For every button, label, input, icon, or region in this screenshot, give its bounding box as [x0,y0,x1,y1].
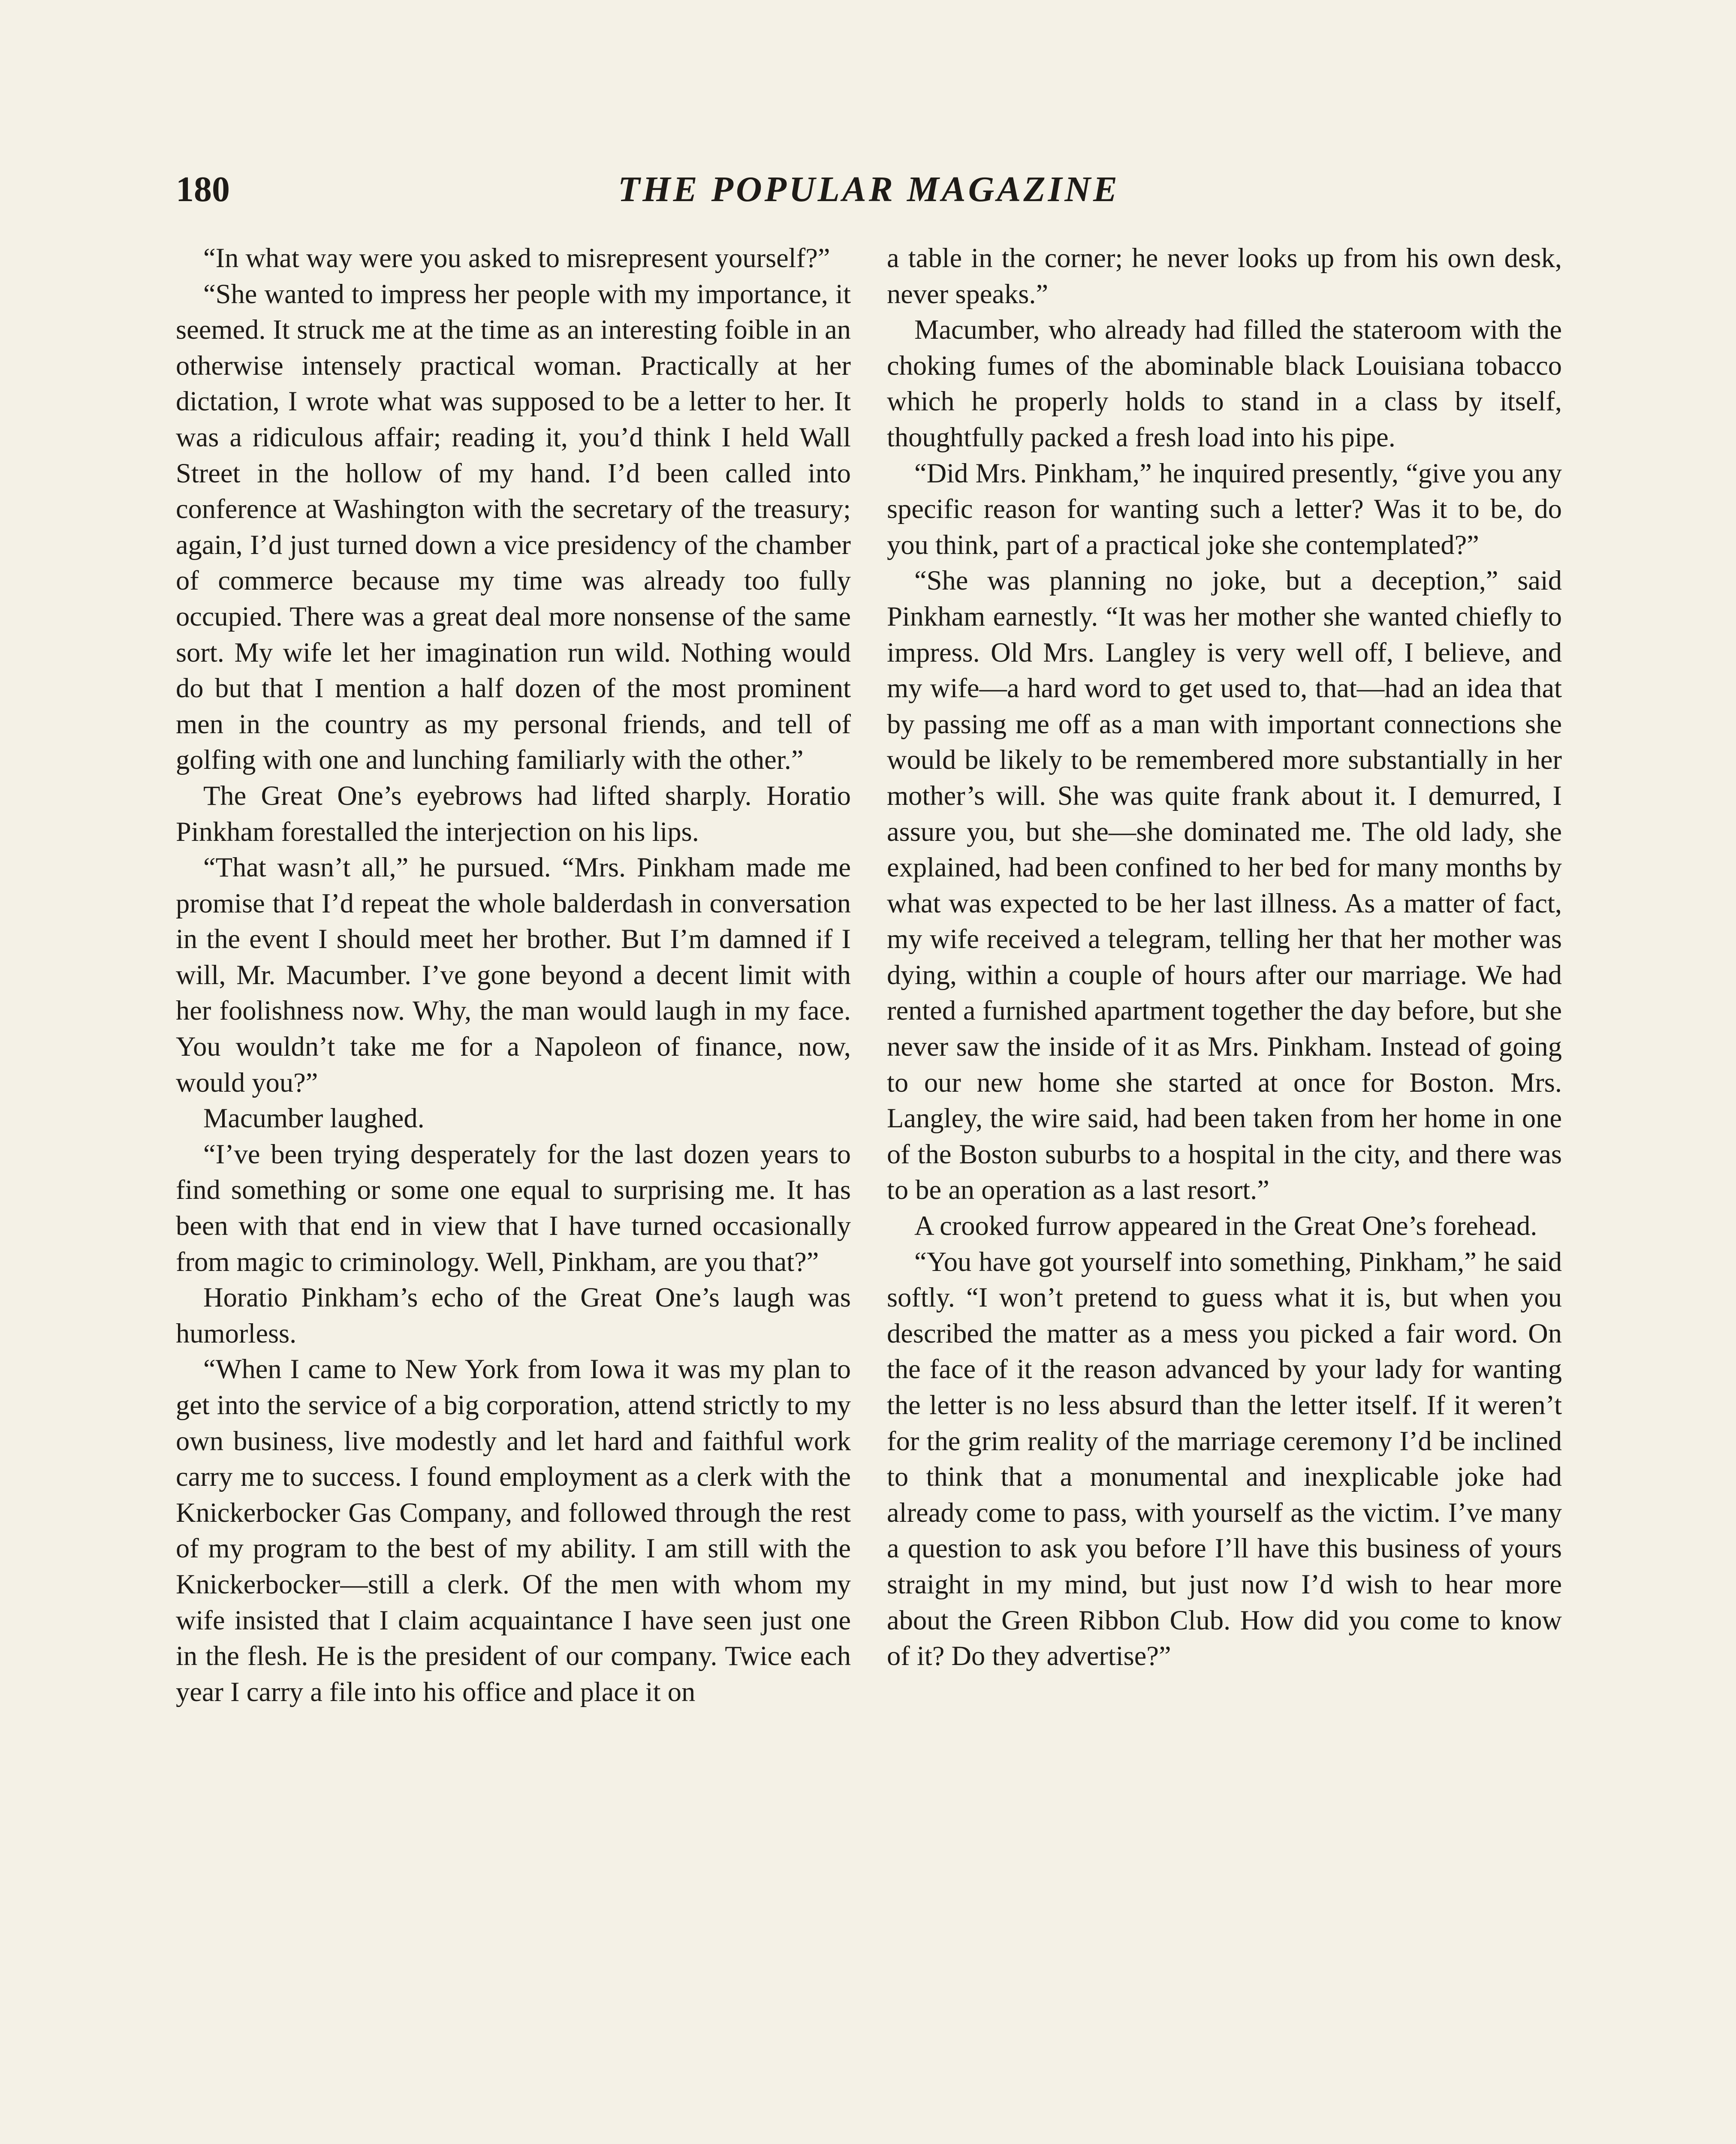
paragraph: “She was planning no joke, but a deception,” said Pinkham earnestly. “It was her mother she wanted chiefly to impress. Old Mrs. Langley is very well off, I believe, and my wife—a hard word to get used to, that—had an idea that by passing me off as a man with important connections she would be likely to be remembered more substantially in her mother’s will. She was quite frank about it. I demurred, I assure you, but she—she dominated me. The old lady, she explained, had been confined to her bed for many months by what was expected to be her last illness. As a matter of fact, my wife received a telegram, telling her that her mother was dying, within a couple of hours after our marriage. We had rented a furnished apartment together the day before, but she never saw the inside of it as Mrs. Pinkham. Instead of going to our new home she started at once for Boston. Mrs. Langley, the wire said, had been taken from her home in one of the Boston suburbs to a hospital in the city, and there was to be an operation as a last resort.” [887,565,1562,1205]
running-title: THE POPULAR MAGAZINE [618,169,1120,209]
paragraph: “You have got yourself into something, Pinkham,” he said softly. “I won’t pretend to guess what it is, but when you described the matter as a mess you picked a fair word. On the face of it the reason advanced by your lady for wanting the letter is no less absurd than the letter itself. If it weren’t for the grim reality of the marriage ceremony I’d be inclined to think that a monumental and inexplicable joke had already come to pass, with yourself as the victim. I’ve many a question to ask you before I’ll have this business of yours straight in my mind, but just now I’d wish to hear more about the Green Ribbon Club. How did you come to know of it? Do they advertise?” [887,1246,1562,1671]
left-column [176,240,851,1710]
paragraph: “Did Mrs. Pinkham,” he inquired presently, “give you any specific reason for wanting such a letter? Was it to be, do you think, part of a practical joke she contemplated?” [887,458,1562,560]
paragraph: A crooked furrow appeared in the Great One’s forehead. [914,1211,1537,1241]
right-column [887,240,1562,1674]
paragraph: “In what way were you asked to misrepresent yourself?” [203,243,830,273]
page-number: 180 [176,169,230,209]
page-header [176,168,1562,220]
paragraph: Macumber, who already had filled the stateroom with the choking fumes of the abominable black Louisiana tobacco which he properly holds to stand in a class by itself, thoughtfully packed a fresh load into his pipe. [887,314,1562,452]
paragraph: “I’ve been trying desperately for the last dozen years to find something or some one equal to surprising me. It has been with that end in view that I have turned occasionally from magic to criminology. Well, Pinkham, are you that?” [176,1138,851,1277]
paragraph: “When I came to New York from Iowa it was my plan to get into the service of a big corporation, attend strictly to my own business, live modestly and let hard and faithful work carry me to success. I found employment as a clerk with the Knickerbocker Gas Company, and followed through the rest of my program to the best of my ability. I am still with the Knickerbocker—still a clerk. Of the men with whom my wife insisted that I claim acquaintance I have seen just one in the flesh. He is the president of our company. Twice each year I carry a file into his office and place it on [176,1354,851,1707]
paragraph: “That wasn’t all,” he pursued. “Mrs. Pinkham made me promise that I’d repeat the whole balderdash in conversation in the event I should meet her brother. But I’m damned if I will, Mr. Macumber. I’ve gone beyond a decent limit with her foolishness now. Why, the man would laugh in my face. You wouldn’t take me for a Napoleon of finance, now, would you?” [176,852,851,1098]
paragraph: The Great One’s eyebrows had lifted sharply. Horatio Pinkham forestalled the interjection on his lips. [176,780,851,847]
paragraph-continued: a table in the corner; he never looks up from his own desk, never speaks.” [887,243,1562,309]
paragraph: Horatio Pinkham’s echo of the Great One’s laugh was humorless. [176,1282,851,1349]
paragraph: Macumber laughed. [203,1103,425,1134]
paragraph: “She wanted to impress her people with my importance, it seemed. It struck me at the time as an interesting foible in an otherwise intensely practical woman. Practically at her dictation, I wrote what was supposed to be a letter to her. It was a ridiculous affair; reading it, you’d think I held Wall Street in the hollow of my hand. I’d been called into conference at Washington with the secretary of the treasury; again, I’d just turned down a vice presidency of the chamber of commerce because my time was already too fully occupied. There was a great deal more nonsense of the same sort. My wife let her imagination run wild. Nothing would do but that I mention a half dozen of the most prominent men in the country as my personal friends, and tell of golfing with one and lunching familiarly with the other.” [176,278,851,775]
